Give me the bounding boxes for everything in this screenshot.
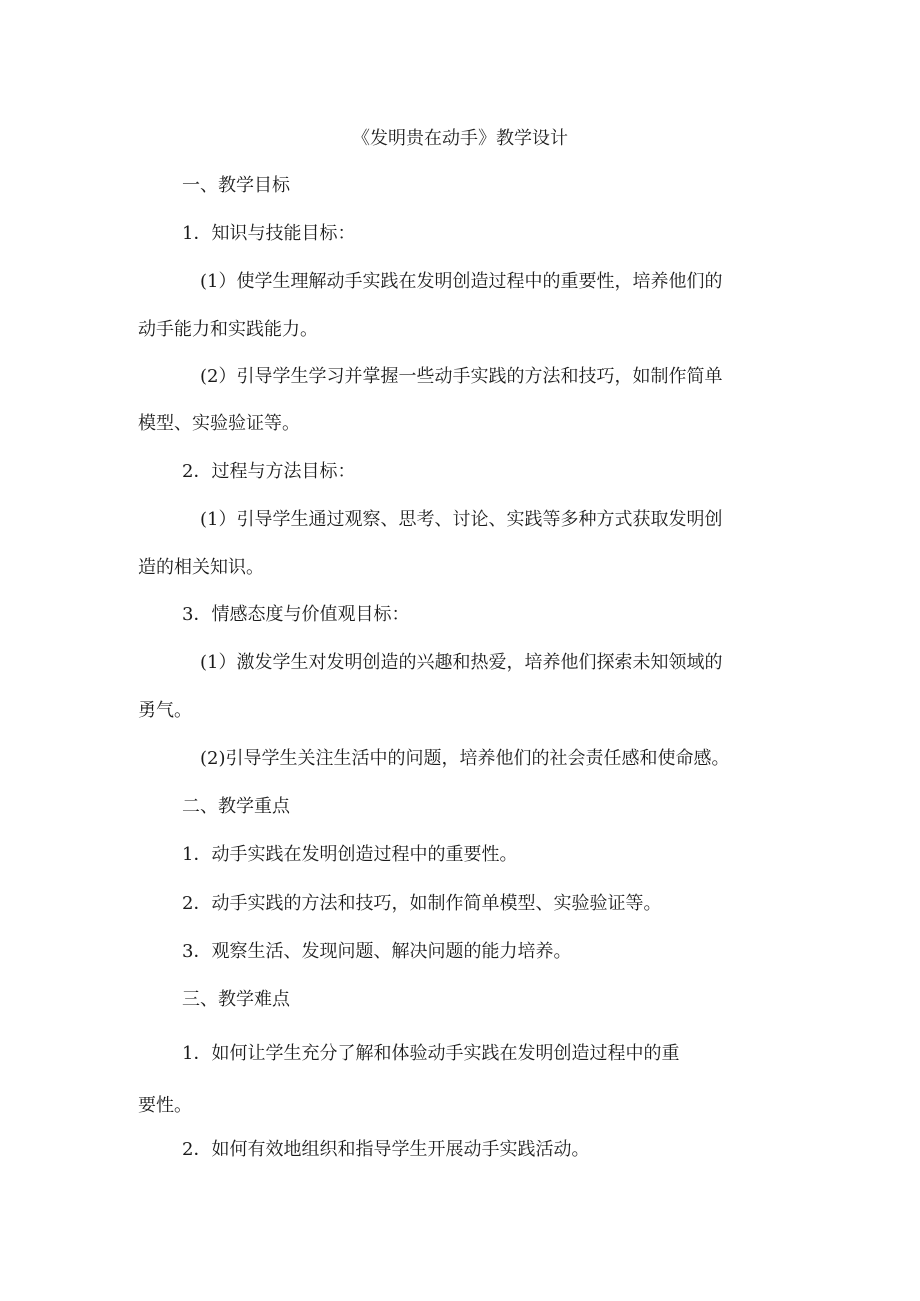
paragraph-line: 动手能力和实践能力。 <box>138 319 318 340</box>
paragraph-line: (1）引导学生通过观察、思考、讨论、实践等多种方式获取发明创 <box>200 509 723 530</box>
document-title: 《发明贵在动手》教学设计 <box>352 128 568 149</box>
paragraph-line: 造的相关知识。 <box>138 557 264 578</box>
section-heading-difficulties: 三、教学难点 <box>182 989 290 1010</box>
paragraph-line: 勇气。 <box>138 700 192 721</box>
list-item: 3．观察生活、发现问题、解决问题的能力培养。 <box>182 941 572 962</box>
paragraph-line: 模型、实验验证等。 <box>138 413 300 434</box>
list-item: 2．动手实践的方法和技巧，如制作简单模型、实验验证等。 <box>182 893 662 914</box>
paragraph-line: (2）引导学生学习并掌握一些动手实践的方法和技巧，如制作简单 <box>200 366 723 387</box>
list-item: 1．动手实践在发明创造过程中的重要性。 <box>182 844 518 865</box>
subheading-attitude-values: 3．情感态度与价值观目标： <box>182 604 410 625</box>
section-heading-objectives: 一、教学目标 <box>182 175 290 196</box>
subheading-process-methods: 2．过程与方法目标： <box>182 461 356 482</box>
list-item: 1．如何让学生充分了解和体验动手实践在发明创造过程中的重 <box>182 1043 680 1064</box>
paragraph-line: (1）激发学生对发明创造的兴趣和热爱，培养他们探索未知领域的 <box>200 652 723 673</box>
section-heading-key-points: 二、教学重点 <box>182 796 290 817</box>
list-item: 2．如何有效地组织和指导学生开展动手实践活动。 <box>182 1139 590 1160</box>
paragraph-line: (2)引导学生关注生活中的问题，培养他们的社会责任感和使命感。 <box>200 748 730 769</box>
paragraph-line: (1）使学生理解动手实践在发明创造过程中的重要性，培养他们的 <box>200 271 723 292</box>
subheading-knowledge-skills: 1．知识与技能目标： <box>182 223 356 244</box>
list-item-continuation: 要性。 <box>138 1095 192 1116</box>
